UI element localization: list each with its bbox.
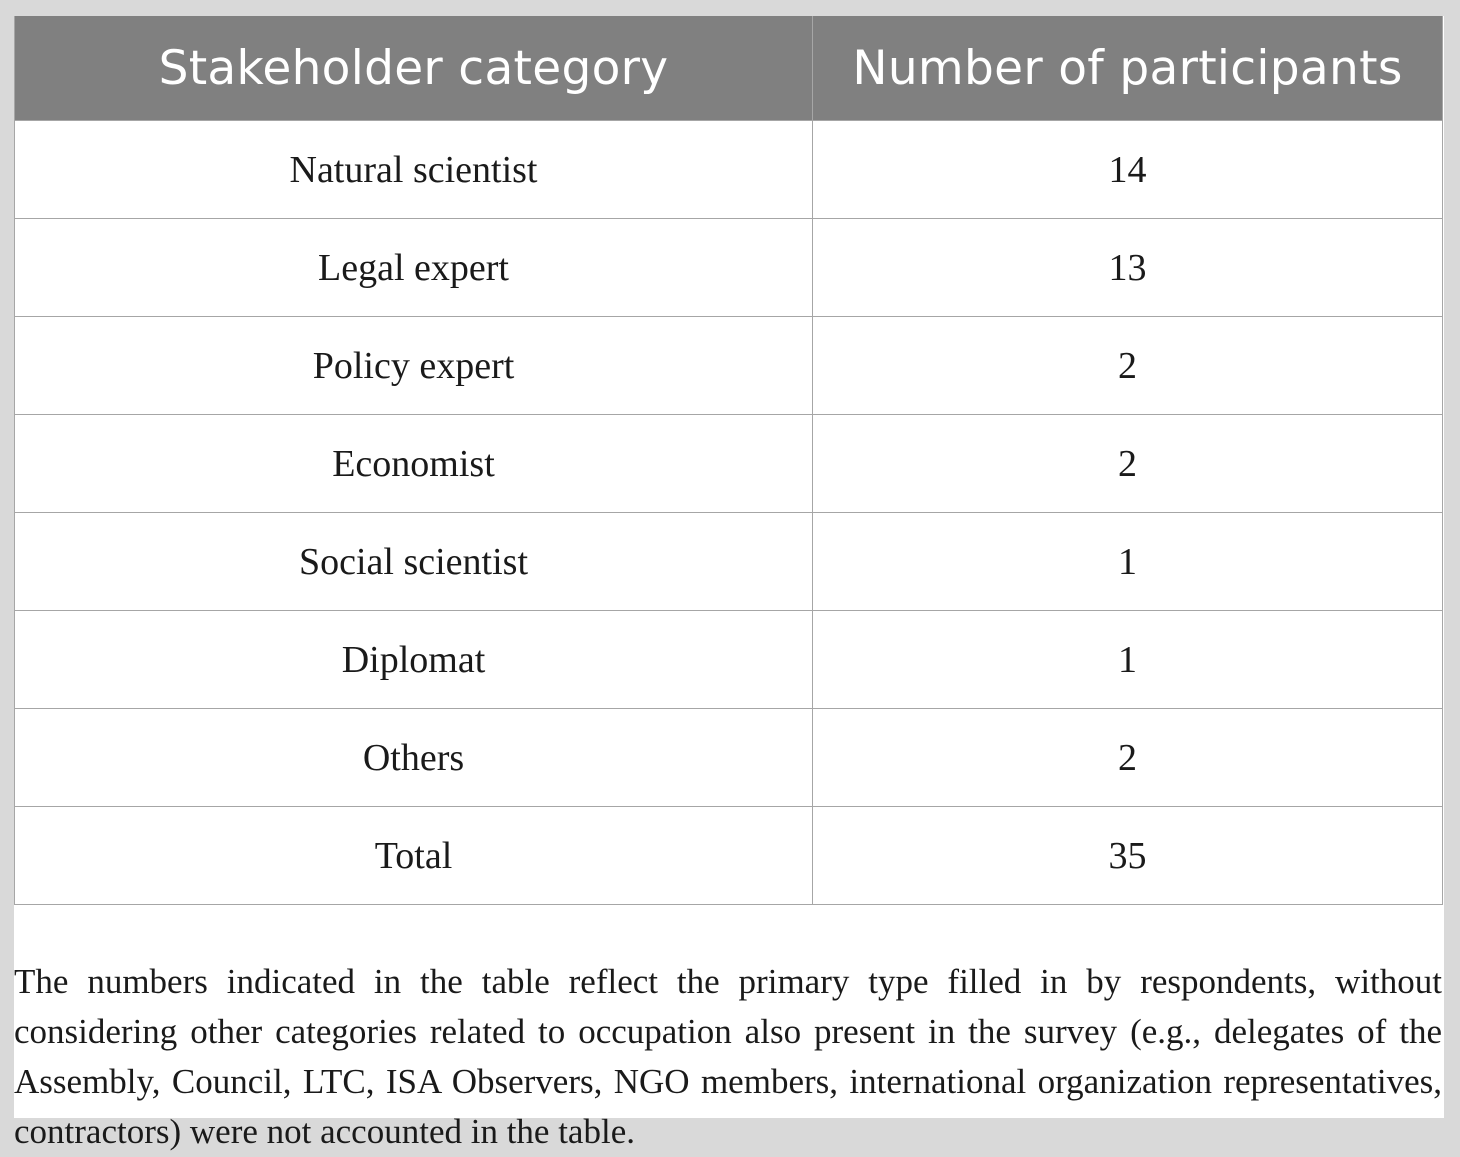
cell-count: 2 <box>813 415 1443 513</box>
table-row <box>15 611 1443 709</box>
table-row-total <box>15 807 1443 905</box>
stakeholder-table <box>14 16 1443 905</box>
table-row <box>15 317 1443 415</box>
cell-count: 2 <box>813 317 1443 415</box>
cell-category: Social scientist <box>15 513 813 611</box>
cell-count: 13 <box>813 219 1443 317</box>
cell-category: Total <box>15 807 813 905</box>
cell-count: 35 <box>813 807 1443 905</box>
table-row <box>15 709 1443 807</box>
cell-count: 1 <box>813 513 1443 611</box>
cell-category: Others <box>15 709 813 807</box>
cell-category: Legal expert <box>15 219 813 317</box>
cell-category: Policy expert <box>15 317 813 415</box>
cell-category: Natural scientist <box>15 121 813 219</box>
header-stakeholder-category: Stakeholder category <box>15 16 813 121</box>
table-header-row <box>15 16 1443 121</box>
cell-category: Diplomat <box>15 611 813 709</box>
table-row <box>15 121 1443 219</box>
table-row <box>15 219 1443 317</box>
cell-count: 2 <box>813 709 1443 807</box>
document-page <box>14 16 1444 1151</box>
cell-count: 14 <box>813 121 1443 219</box>
table-footnote: The numbers indicated in the table reflect the primary type filled in by respondents, without considering other categories related to occupation also present in the survey (e.g., delegates of the Assembly, Council, LTC, ISA Observers, NGO members, international organization representatives, contractors) were not accounted in the table. <box>14 962 1442 1151</box>
cell-category: Economist <box>15 415 813 513</box>
header-number-of-participants: Number of participants <box>813 16 1443 121</box>
cell-count: 1 <box>813 611 1443 709</box>
table-row <box>15 415 1443 513</box>
table-row <box>15 513 1443 611</box>
